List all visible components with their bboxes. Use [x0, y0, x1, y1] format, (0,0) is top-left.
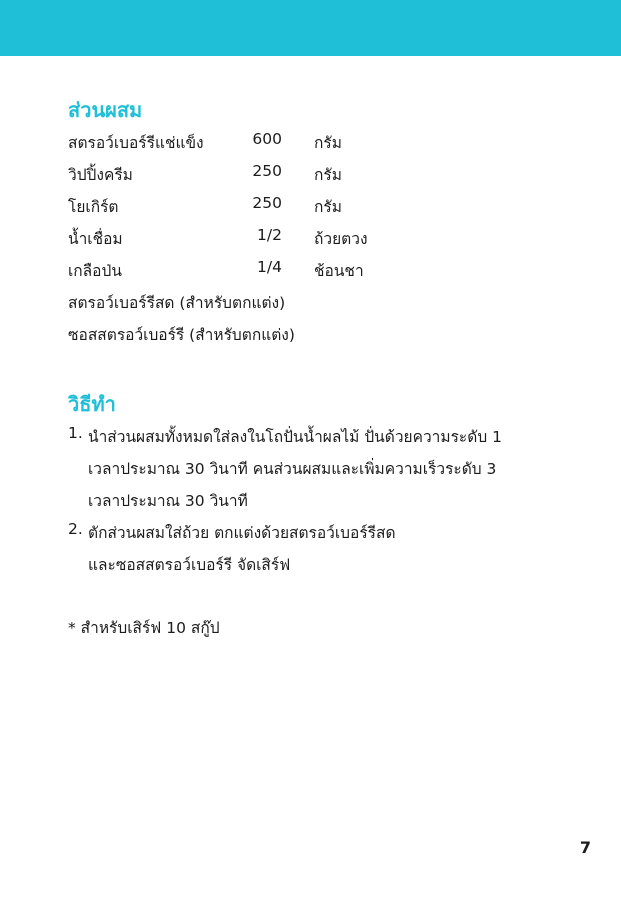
ingredient-row	[68, 130, 508, 162]
ingredient-unit: ถ้วยตวง	[314, 230, 368, 248]
ingredient-qty: 250	[252, 162, 282, 180]
ingredient-extra: ซอสสตรอว์เบอร์รี (สำหรับตกแต่ง)	[68, 326, 295, 344]
page-number: 7	[579, 838, 591, 857]
ingredient-name: โยเกิร์ต	[68, 198, 119, 216]
ingredient-name: สตรอว์เบอร์รีแช่แข็ง	[68, 134, 204, 152]
ingredient-row	[68, 194, 508, 226]
ingredient-name: เกลือป่น	[68, 262, 122, 280]
ingredient-qty: 1/4	[257, 258, 282, 276]
ingredient-unit: ช้อนชา	[314, 262, 364, 280]
ingredient-row	[68, 258, 508, 290]
step-line: ตักส่วนผสมใส่ถ้วย ตกแต่งด้วยสตรอว์เบอร์รีสด	[88, 524, 396, 542]
step-line: เวลาประมาณ 30 วินาที คนส่วนผสมและเพิ่มความเร็วระดับ 3	[88, 460, 497, 478]
ingredient-qty: 250	[252, 194, 282, 212]
ingredient-qty: 600	[252, 130, 282, 148]
step-line: นำส่วนผสมทั้งหมดใส่ลงในโถปั่นน้ำผลไม้ ปั่นด้วยความระดับ 1	[88, 428, 502, 446]
step-line: และซอสสตรอว์เบอร์รี จัดเสิร์ฟ	[88, 556, 291, 574]
header-bar	[0, 0, 621, 56]
step-line: เวลาประมาณ 30 วินาที	[88, 492, 248, 510]
ingredient-unit: กรัม	[314, 134, 342, 152]
ingredient-qty: 1/2	[257, 226, 282, 244]
ingredient-unit: กรัม	[314, 166, 342, 184]
ingredient-row	[68, 162, 508, 194]
ingredient-extra: สตรอว์เบอร์รีสด (สำหรับตกแต่ง)	[68, 294, 286, 312]
ingredients-heading: ส่วนผสม	[68, 98, 143, 122]
ingredient-name: วิปปิ้งครีม	[68, 166, 133, 184]
ingredient-unit: กรัม	[314, 198, 342, 216]
ingredient-row	[68, 226, 508, 258]
ingredient-name: น้ำเชื่อม	[68, 230, 123, 248]
step-number: 1.	[68, 424, 83, 442]
method-heading: วิธีทำ	[68, 392, 116, 416]
step-number: 2.	[68, 520, 83, 538]
serving-note: * สำหรับเสิร์ฟ 10 สกู๊ป	[68, 619, 220, 637]
